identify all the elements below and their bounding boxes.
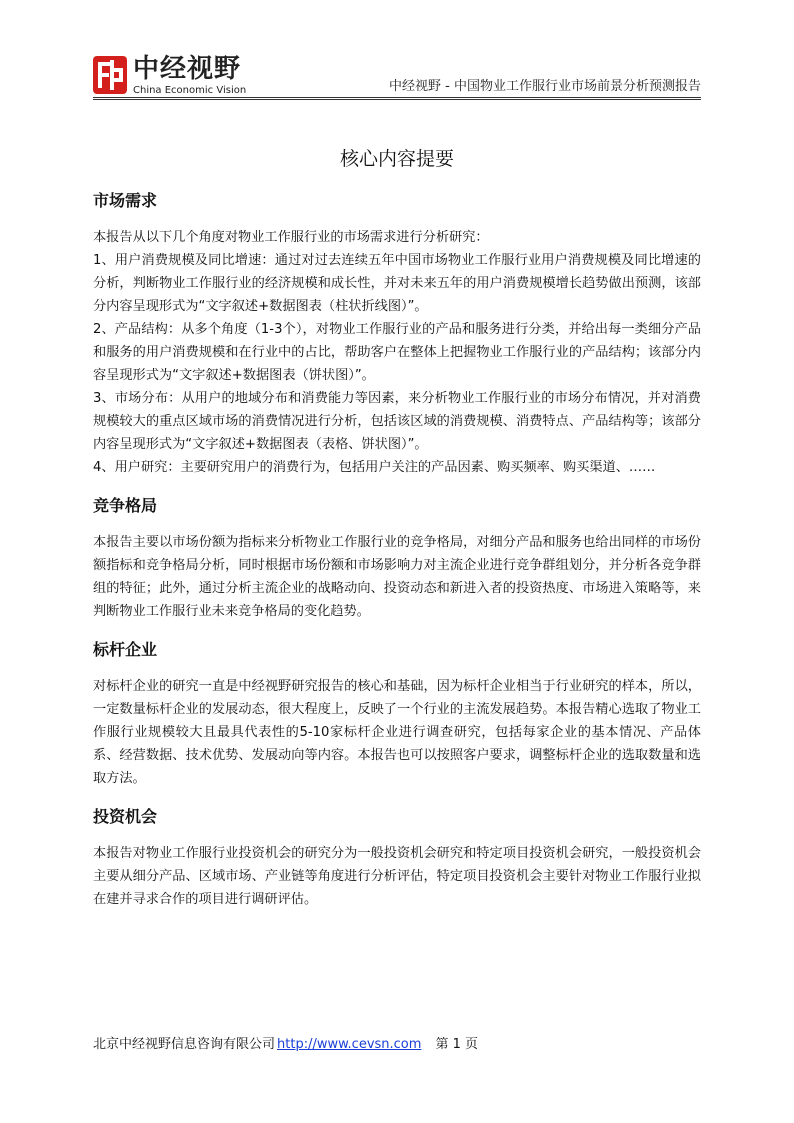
logo-mark-icon (93, 56, 127, 94)
page-title: 核心内容提要 (339, 148, 454, 170)
footer-website-link[interactable]: http://www.cevsn.com (277, 1037, 422, 1052)
paragraph: 2、产品结构：从多个角度（1-3个），对物业工作服行业的产品和服务进行分类，并给出每一类细分产品和服务的用户消费规模和在行业中的占比，帮助客户在整体上把握物业工作服行业的产品结构；该部分内容呈现形式为“文字叙述+数据图表（饼状图）”。 (93, 322, 701, 383)
section-investment (93, 806, 701, 911)
paragraph: 本报告从以下几个角度对物业工作服行业的市场需求进行分析研究： (93, 230, 489, 245)
paragraph: 3、市场分布：从用户的地域分布和消费能力等因素，来分析物业工作服行业的市场分布情况，并对消费规模较大的重点区域市场的消费情况进行分析，包括该区域的消费规模、消费特点、产品结构等；该部分内容呈现形式为“文字叙述+数据图表（表格、饼状图）”。 (93, 391, 701, 452)
header-report-title: 中经视野 - 中国物业工作服行业市场前景分析预测报告 (389, 79, 701, 94)
section-benchmark-companies (93, 639, 701, 790)
page-header (93, 50, 701, 98)
paragraph: 4、用户研究：主要研究用户的消费行为，包括用户关注的产品因素、购买频率、购买渠道、…… (93, 460, 656, 475)
header-divider-secondary (93, 99, 701, 100)
footer-company: 北京中经视野信息咨询有限公司 (93, 1037, 276, 1052)
section-competition (93, 495, 701, 623)
page-number: 第 1 页 (435, 1037, 478, 1052)
paragraph: 本报告主要以市场份额为指标来分析物业工作服行业的竞争格局，对细分产品和服务也给出同样的市场份额指标和竞争格局分析，同时根据市场份额和市场影响力对主流企业进行竞争群组划分，并分析各竞争群组的特征；此外，通过分析主流企业的战略动向、投资动态和新进入者的投资热度、市场进入策略等，来判断物业工作服行业未来竞争格局的变化趋势。 (93, 535, 701, 619)
section-heading: 投资机会 (93, 807, 158, 826)
logo-english-text: China Economic Vision (133, 85, 247, 96)
paragraph: 1、用户消费规模及同比增速：通过对过去连续五年中国市场物业工作服行业用户消费规模及同比增速的分析，判断物业工作服行业的经济规模和成长性，并对未来五年的用户消费规模增长趋势做出预测，该部分内容呈现形式为“文字叙述+数据图表（柱状折线图）”。 (93, 253, 701, 314)
logo-chinese-text: 中经视野 (133, 54, 242, 84)
section-heading: 市场需求 (93, 191, 158, 210)
section-market-demand (93, 190, 701, 479)
section-heading: 竞争格局 (93, 496, 158, 515)
main-content (93, 190, 701, 927)
paragraph: 对标杆企业的研究一直是中经视野研究报告的核心和基础，因为标杆企业相当于行业研究的样本，所以，一定数量标杆企业的发展动态，很大程度上，反映了一个行业的主流发展趋势。本报告精心选取了物业工作服行业规模较大且最具代表性的5-10家标杆企业进行调查研究，包括每家企业的基本情况、产品体系、经营数据、技术优势、发展动向等内容。本报告也可以按照客户要求，调整标杆企业的选取数量和选取方法。 (93, 679, 701, 786)
section-heading: 标杆企业 (93, 640, 158, 659)
logo (93, 54, 293, 98)
page-footer (93, 1036, 478, 1054)
paragraph: 本报告对物业工作服行业投资机会的研究分为一般投资机会研究和特定项目投资机会研究，一般投资机会主要从细分产品、区域市场、产业链等角度进行分析评估，特定项目投资机会主要针对物业工作服行业拟在建并寻求合作的项目进行调研评估。 (93, 846, 701, 907)
header-divider (93, 97, 701, 98)
